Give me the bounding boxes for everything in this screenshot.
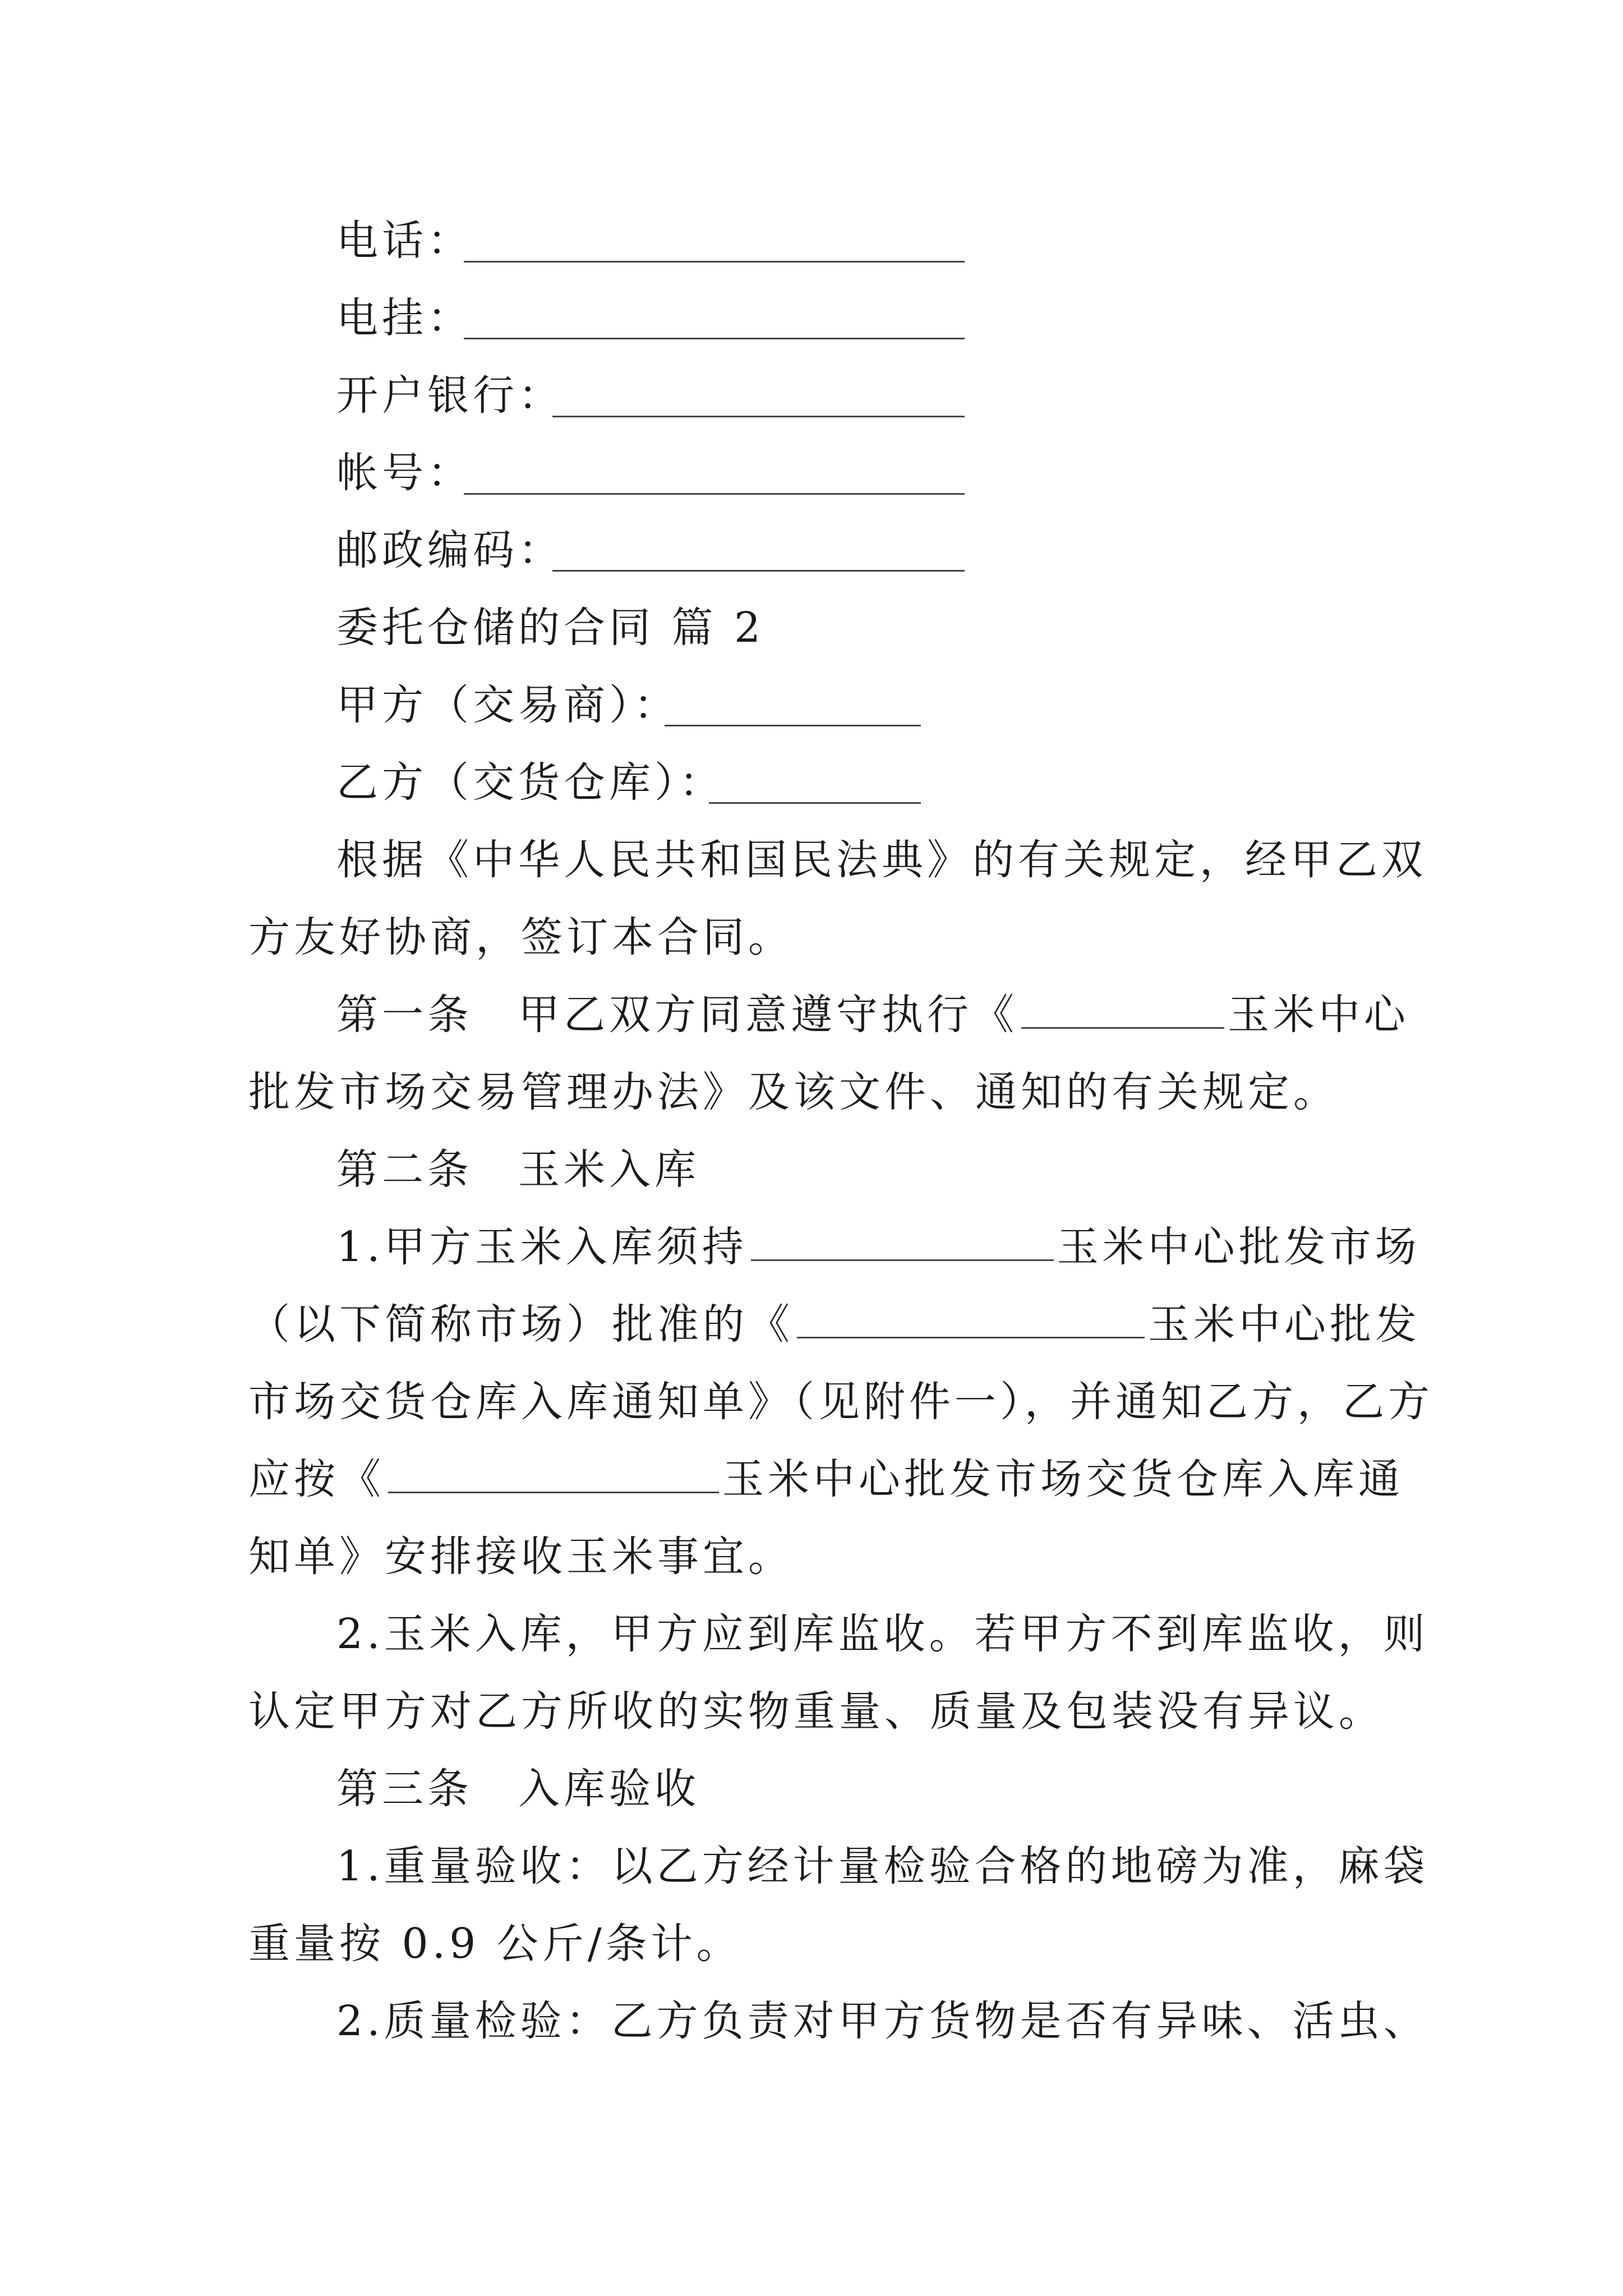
article2-p2-line-2: 认定甲方对乙方所收的实物重量、质量及包装没有异议。 <box>248 1687 1384 1736</box>
article2-p1-text-a: 1.甲方玉米入库须持 <box>336 1223 748 1271</box>
article2-p1-l4-text-a: 应按《 <box>248 1455 385 1503</box>
field-bank-label: 开户银行： <box>336 371 564 420</box>
field-telegraph <box>0 294 1623 342</box>
field-phone-label: 电话： <box>336 217 473 265</box>
party-a <box>0 681 1623 729</box>
article2-p1-line-3: 市场交货仓库入库通知单》（见附件一），并通知乙方，乙方 <box>248 1378 1433 1426</box>
party-a-blank[interactable] <box>665 725 921 726</box>
article2-p1-text-b: 玉米中心批发市场 <box>1057 1223 1421 1271</box>
party-a-label: 甲方（交易商）： <box>336 681 679 729</box>
field-telegraph-label: 电挂： <box>336 294 473 342</box>
article1-line-1 <box>0 991 1623 1039</box>
field-phone <box>0 217 1623 265</box>
article1-blank[interactable] <box>1021 1027 1224 1029</box>
field-bank <box>0 371 1623 420</box>
field-postcode <box>0 526 1623 574</box>
article2-p1-l4-text-b: 玉米中心批发市场交货仓库入库通 <box>722 1455 1404 1503</box>
article2-p1-line-2 <box>0 1300 1623 1349</box>
intro-line-1: 根据《中华人民共和国民法典》的有关规定，经甲乙双 <box>336 836 1427 884</box>
article2-title: 第二条 玉米入库 <box>336 1145 700 1194</box>
article2-p2-line-1: 2.玉米入库，甲方应到库监收。若甲方不到库监收，则 <box>336 1610 1429 1658</box>
field-account-blank[interactable] <box>464 493 965 495</box>
field-bank-blank[interactable] <box>552 416 965 417</box>
article3-p2-line-1: 2.质量检验：乙方负责对甲方货物是否有异味、活虫、 <box>336 1997 1429 2045</box>
article1-line-2: 批发市场交易管理办法》及该文件、通知的有关规定。 <box>248 1068 1339 1116</box>
field-postcode-label: 邮政编码： <box>336 526 564 574</box>
article1-text-a: 第一条 甲乙双方同意遵守执行《 <box>336 991 1018 1039</box>
field-account <box>0 449 1623 497</box>
party-b <box>0 758 1623 807</box>
party-b-label: 乙方（交货仓库）： <box>336 758 725 807</box>
field-phone-blank[interactable] <box>464 261 965 263</box>
article2-p1-blank-3[interactable] <box>388 1492 719 1493</box>
intro-line-2: 方友好协商，签订本合同。 <box>248 913 794 961</box>
section-title: 委托仓储的合同 篇 2 <box>336 604 765 652</box>
article3-p1-line-1: 1.重量验收：以乙方经计量检验合格的地磅为准，麻袋 <box>336 1842 1429 1890</box>
article2-p1-line-4 <box>0 1455 1623 1503</box>
article2-p1-blank-2[interactable] <box>797 1337 1145 1338</box>
article3-title: 第三条 入库验收 <box>336 1765 700 1813</box>
field-telegraph-blank[interactable] <box>464 338 965 339</box>
party-b-blank[interactable] <box>709 802 921 804</box>
article2-p1-line-5: 知单》安排接收玉米事宜。 <box>248 1533 794 1581</box>
field-account-label: 帐号： <box>336 449 473 497</box>
article2-p1-l2-text-a: （以下简称市场）批准的《 <box>248 1300 794 1349</box>
article2-p1-line-1 <box>0 1223 1623 1271</box>
article3-p1-line-2: 重量按 0.9 公斤/条计。 <box>248 1920 742 1968</box>
article1-text-b: 玉米中心 <box>1228 991 1409 1039</box>
article2-p1-blank-1[interactable] <box>751 1259 1054 1261</box>
article2-p1-l2-text-b: 玉米中心批发 <box>1148 1300 1421 1349</box>
field-postcode-blank[interactable] <box>552 570 965 572</box>
